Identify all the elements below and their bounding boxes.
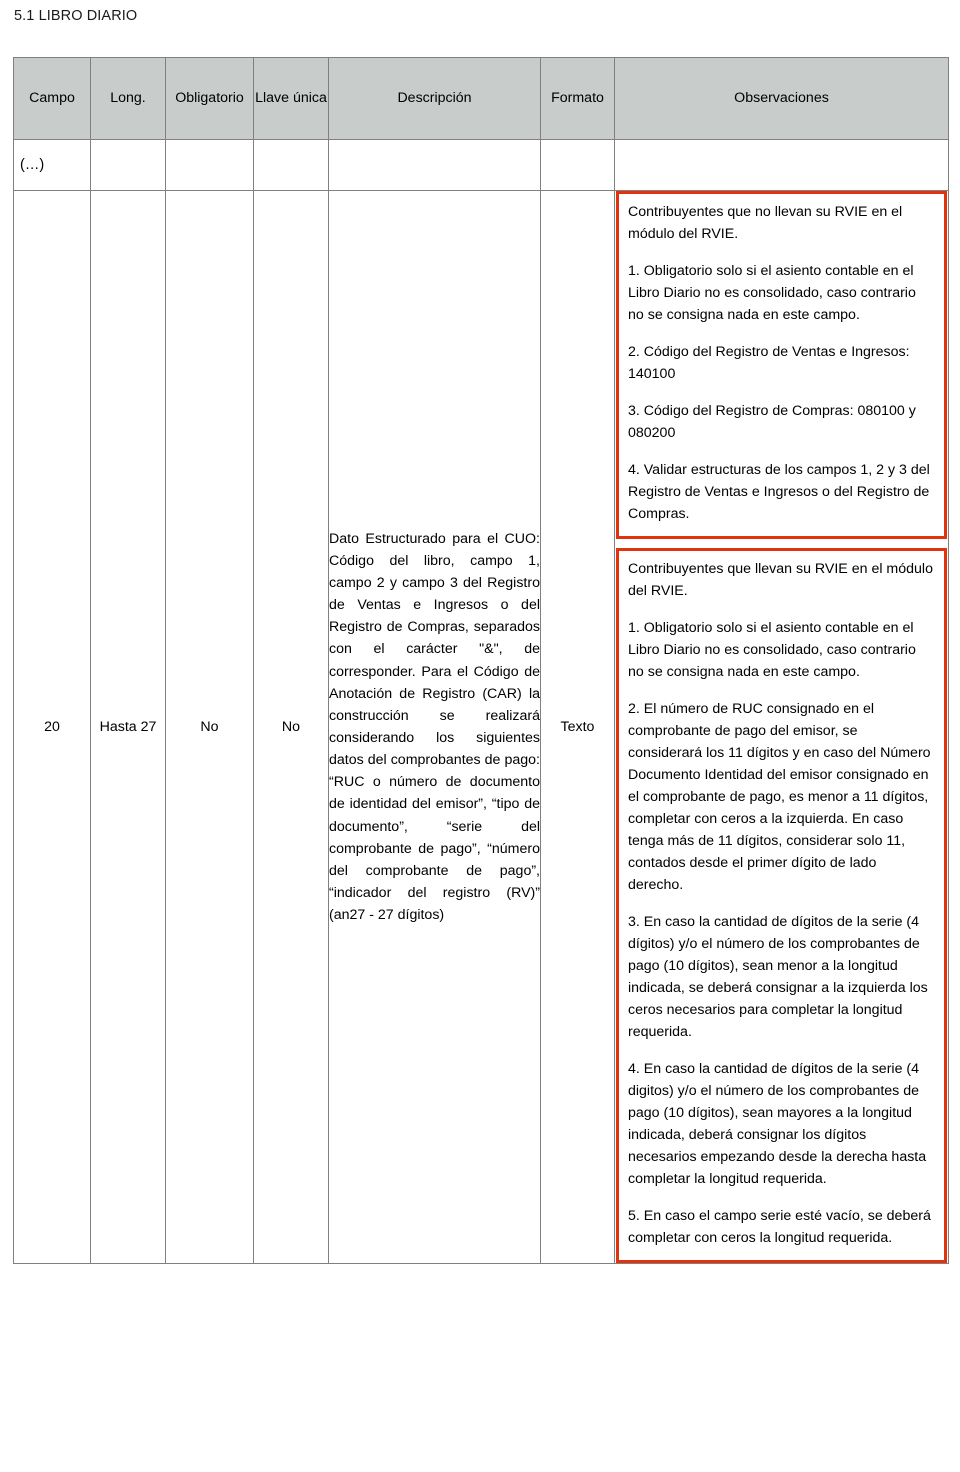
obs1-paragraph-intro: Contribuyentes que no llevan su RVIE en el módulo del RVIE. (628, 204, 903, 242)
column-header-obligatorio: Obligatorio (166, 58, 254, 140)
column-header-campo: Campo (14, 58, 91, 140)
column-header-observaciones: Observaciones (615, 58, 949, 140)
cell-ellipsis-observaciones (615, 140, 949, 191)
column-header-llave-unica: Llave única (254, 58, 329, 140)
column-header-long: Long. (91, 58, 166, 140)
table-row-ellipsis (14, 140, 949, 191)
table-body (14, 140, 949, 1264)
highlight-box-no-rvie (616, 191, 947, 539)
cell-ellipsis-obligatorio (166, 140, 254, 191)
obs1-paragraph-4: 4. Validar estructuras de los campos 1, 2 y 3 del Registro de Ventas e Ingresos o del Registro de Compras. (628, 462, 930, 522)
table-row (14, 191, 949, 1264)
cell-observaciones (615, 191, 949, 1264)
cell-ellipsis-descripcion (329, 140, 541, 191)
obs1-paragraph-3: 3. Código del Registro de Compras: 080100 y 080200 (628, 403, 916, 441)
spec-table (13, 57, 949, 1264)
observations-stack (615, 191, 948, 1263)
obs2-paragraph-1: 1. Obligatorio solo si el asiento contable en el Libro Diario no es consolidado, caso contrario no se consigna nada en este campo. (628, 620, 916, 680)
cell-ellipsis-llave-unica (254, 140, 329, 191)
column-header-formato: Formato (541, 58, 615, 140)
cell-formato: Texto (541, 191, 615, 1264)
column-header-descripcion: Descripción (329, 58, 541, 140)
header-row (14, 58, 949, 140)
obs2-paragraph-4: 4. En caso la cantidad de dígitos de la serie (4 digitos) y/o el número de los comprobantes de pago (10 dígitos), sean mayores a la longitud indicada, deberá consignar los dígitos necesarios empezando desde la derecha hasta completar la longitud requerida. (628, 1061, 927, 1187)
cell-long: Hasta 27 (91, 191, 166, 1264)
table-header (14, 58, 949, 140)
cell-descripcion: Dato Estructurado para el CUO: Código del libro, campo 1, campo 2 y campo 3 del Registro de Ventas e Ingresos o del Registro de Compras, separados con el carácter "&", de corresponder. Para el Código de Anotación de Registro (CAR) la construcción se realizará considerando los siguientes datos del comprobantes de pago: “RUC o número de documento de identidad del emisor”, “tipo de documento”, “serie del comprobante de pago”, “número del comprobante de pago”, “indicador del registro (RV)” (an27 - 27 dígitos) (329, 191, 541, 1264)
obs2-paragraph-3: 3. En caso la cantidad de dígitos de la serie (4 dígitos) y/o el número de los comprobantes de pago (10 dígitos), sean menor a la longitud indicada, se deberá consignar a la izquierda los ceros necesarios para completar la longitud requerida. (628, 914, 928, 1040)
cell-campo: 20 (14, 191, 91, 1264)
cell-ellipsis-formato (541, 140, 615, 191)
obs2-paragraph-5: 5. En caso el campo serie esté vacío, se deberá completar con ceros la longitud requerida. (628, 1208, 931, 1246)
highlight-box-with-rvie (616, 548, 947, 1263)
cell-obligatorio: No (166, 191, 254, 1264)
obs1-paragraph-2: 2. Código del Registro de Ventas e Ingresos: 140100 (628, 344, 910, 382)
obs2-paragraph-2: 2. El número de RUC consignado en el comprobante de pago del emisor, se considerará los 11 dígitos y en caso del Número Documento Identidad del emisor consignado en el comprobante de pago, es menor a 11 dígitos, completar con ceros a la izquierda. En caso tenga más de 11 dígitos, considerar solo 11, contados desde el primer dígito de lado derecho. (628, 701, 931, 893)
cell-llave-unica: No (254, 191, 329, 1264)
obs2-paragraph-intro: Contribuyentes que llevan su RVIE en el módulo del RVIE. (628, 561, 933, 599)
cell-ellipsis-campo: (…) (14, 140, 91, 191)
obs1-paragraph-1: 1. Obligatorio solo si el asiento contable en el Libro Diario no es consolidado, caso contrario no se consigna nada en este campo. (628, 263, 916, 323)
cell-ellipsis-long (91, 140, 166, 191)
page-title: 5.1 LIBRO DIARIO (14, 8, 138, 24)
